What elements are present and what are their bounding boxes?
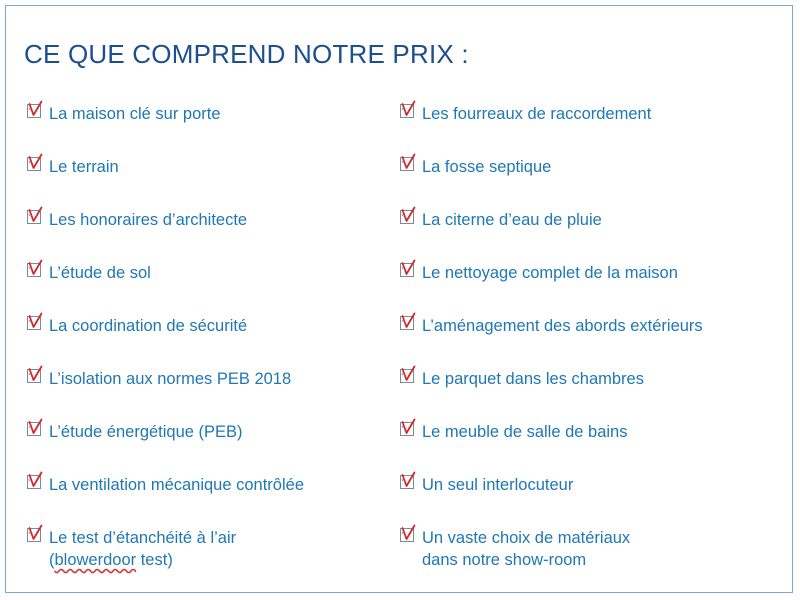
checkbox-check-icon <box>26 259 44 279</box>
checkbox-check-icon <box>399 312 417 332</box>
checkbox-check-icon <box>399 524 417 544</box>
price-inclusions-panel <box>5 5 793 593</box>
item-label <box>422 527 630 571</box>
item-label: L’isolation aux normes PEB 2018 <box>49 370 292 388</box>
item-label-line2: (blowerdoor test) <box>49 551 173 569</box>
list-item <box>399 311 769 364</box>
item-label: L’étude de sol <box>49 264 151 282</box>
item-label: Les fourreaux de raccordement <box>422 105 652 123</box>
item-label-line2: dans notre show-room <box>422 551 587 569</box>
item-label-line1: Un vaste choix de matériaux <box>422 529 631 547</box>
list-item <box>26 311 396 364</box>
checkbox-check-icon <box>399 153 417 173</box>
item-label: La fosse septique <box>422 158 552 176</box>
item-label: Les honoraires d’architecte <box>49 211 248 229</box>
list-item <box>399 470 769 523</box>
checkbox-check-icon <box>399 100 417 120</box>
item-label-line1: Le test d’étanchéité à l’air <box>49 529 237 547</box>
item-label <box>49 527 236 571</box>
list-item <box>26 523 396 576</box>
spellcheck-word: blowerdoor <box>54 551 137 569</box>
list-item <box>399 99 769 152</box>
item-label: Le meuble de salle de bains <box>422 423 628 441</box>
list-item <box>26 417 396 470</box>
item-label: La citerne d’eau de pluie <box>422 211 602 229</box>
checkbox-check-icon <box>26 418 44 438</box>
checkbox-check-icon <box>26 524 44 544</box>
list-item <box>26 152 396 205</box>
list-item <box>26 205 396 258</box>
list-item <box>399 523 769 576</box>
left-column <box>26 99 396 576</box>
checkbox-check-icon <box>26 471 44 491</box>
checkbox-check-icon <box>26 153 44 173</box>
item-label: Le parquet dans les chambres <box>422 370 644 388</box>
checkbox-check-icon <box>399 365 417 385</box>
checkbox-check-icon <box>399 471 417 491</box>
list-item <box>26 364 396 417</box>
page-title: CE QUE COMPREND NOTRE PRIX : <box>24 39 469 69</box>
list-item <box>399 364 769 417</box>
item-label: La maison clé sur porte <box>49 105 221 123</box>
item-label: La ventilation mécanique contrôlée <box>49 476 305 494</box>
list-item <box>399 417 769 470</box>
checkbox-check-icon <box>26 365 44 385</box>
list-item <box>399 258 769 311</box>
checkbox-check-icon <box>26 206 44 226</box>
item-label: L’étude énergétique (PEB) <box>49 423 243 441</box>
item-label: Le terrain <box>49 158 119 176</box>
list-item <box>26 470 396 523</box>
list-item <box>399 152 769 205</box>
list-item <box>399 205 769 258</box>
list-item <box>26 99 396 152</box>
checkbox-check-icon <box>399 418 417 438</box>
checkbox-check-icon <box>399 259 417 279</box>
checkbox-check-icon <box>26 312 44 332</box>
right-column <box>399 99 769 576</box>
checkbox-check-icon <box>399 206 417 226</box>
list-item <box>26 258 396 311</box>
checkbox-check-icon <box>26 100 44 120</box>
item-label: Un seul interlocuteur <box>422 476 574 494</box>
item-label: Le nettoyage complet de la maison <box>422 264 678 282</box>
item-label: La coordination de sécurité <box>49 317 248 335</box>
item-label: L’aménagement des abords extérieurs <box>422 317 703 335</box>
